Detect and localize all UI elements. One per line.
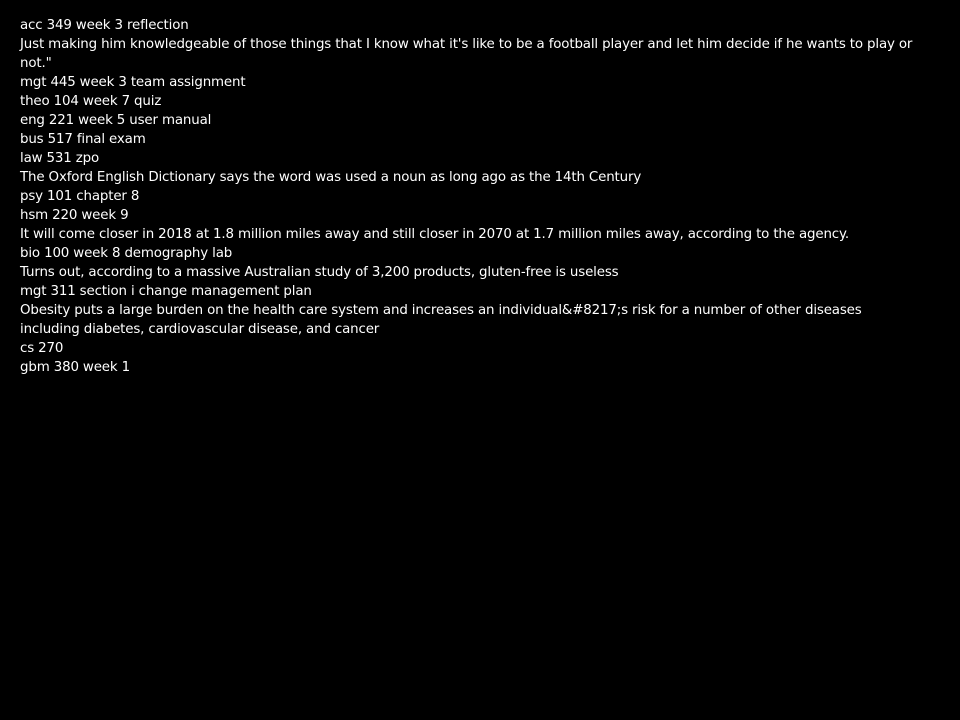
text-line: The Oxford English Dictionary says the word was used a noun as long ago as the 14th Century [20, 170, 642, 185]
text-line: bio 100 week 8 demography lab [20, 246, 233, 261]
text-line: bus 517 final exam [20, 132, 146, 147]
text-line: psy 101 chapter 8 [20, 189, 140, 204]
text-line: gbm 380 week 1 [20, 360, 130, 375]
text-line: Obesity puts a large burden on the health care system and increases an individual&#8217;s risk for a number of other diseases including diabetes, cardiovascular disease, and cancer [20, 303, 862, 337]
text-line: It will come closer in 2018 at 1.8 million miles away and still closer in 2070 at 1.7 million miles away, according to the agency. [20, 227, 849, 242]
text-line: Just making him knowledgeable of those things that I know what it's like to be a football player and let him decide if he wants to play or not." [20, 37, 913, 71]
text-line: hsm 220 week 9 [20, 208, 129, 223]
text-line: theo 104 week 7 quiz [20, 94, 162, 109]
text-line: cs 270 [20, 341, 64, 356]
text-line: eng 221 week 5 user manual [20, 113, 212, 128]
text-line: Turns out, according to a massive Australian study of 3,200 products, gluten-free is useless [20, 265, 619, 280]
text-line: acc 349 week 3 reflection [20, 18, 189, 33]
text-block [20, 16, 920, 377]
text-line: law 531 zpo [20, 151, 100, 166]
text-line: mgt 311 section i change management plan [20, 284, 312, 299]
text-line: mgt 445 week 3 team assignment [20, 75, 246, 90]
